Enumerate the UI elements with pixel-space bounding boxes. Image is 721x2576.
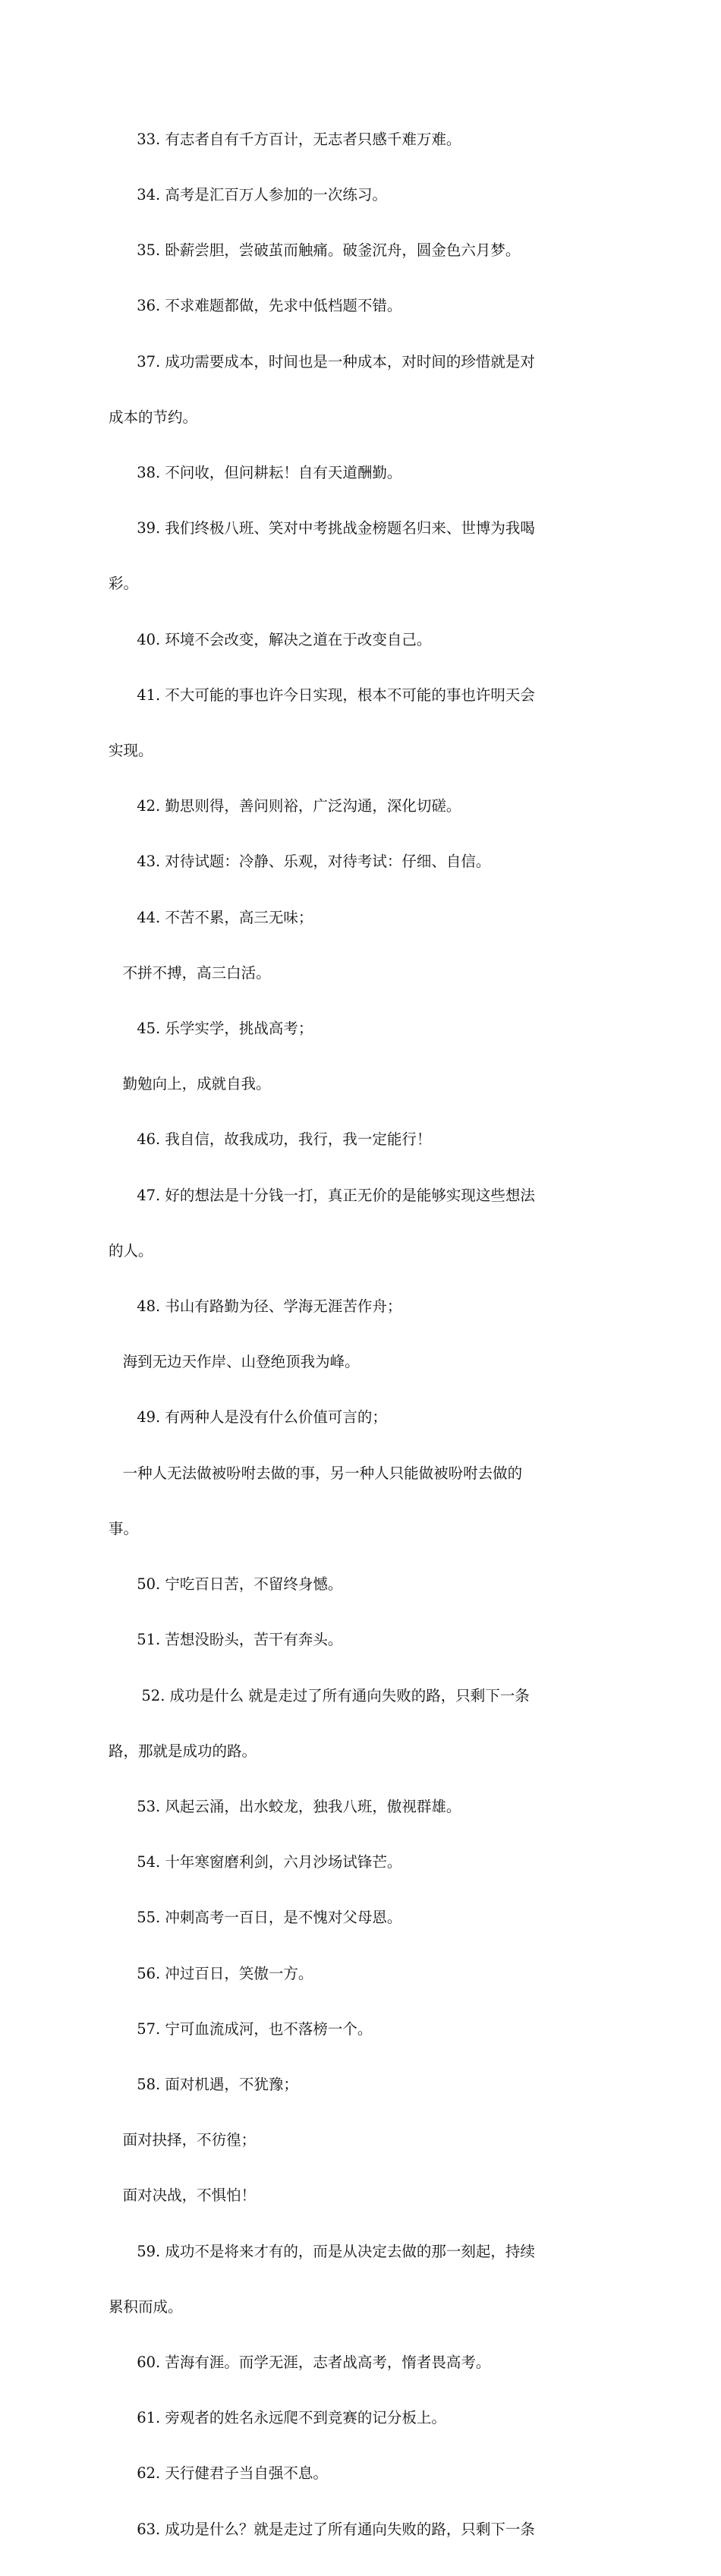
text-line: 勤勉向上，成就自我。: [109, 1075, 271, 1093]
text-line: 事。: [109, 1519, 139, 1537]
text-line: 36. 不求难题都做，先求中低档题不错。: [109, 297, 402, 315]
text-line: 海到无边天作岸、山登绝顶我为峰。: [109, 1353, 360, 1371]
text-line: 37. 成功需要成本，时间也是一种成本，对时间的珍惜就是对: [109, 352, 535, 370]
text-line: 34. 高考是汇百万人参加的一次练习。: [109, 186, 387, 204]
text-line: 33. 有志者自有千方百计，无志者只感千难万难。: [109, 130, 461, 148]
text-line: 35. 卧薪尝胆，尝破茧而触痛。破釜沉舟，圆金色六月梦。: [109, 241, 521, 260]
text-line: 45. 乐学实学，挑战高考；: [109, 1020, 313, 1038]
text-line: 55. 冲刺高考一百日，是不愧对父母恩。: [109, 1909, 402, 1927]
text-line: 面对决战，不惧怕！: [109, 2187, 257, 2205]
text-line: 48. 书山有路勤为径、学海无涯苦作舟；: [109, 1297, 402, 1316]
text-line: 不拼不搏，高三白活。: [109, 963, 271, 982]
text-line: 50. 宁吃百日苦，不留终身憾。: [109, 1575, 343, 1594]
text-line: 成本的节约。: [109, 408, 198, 426]
text-line: 路，那就是成功的路。: [109, 1742, 257, 1760]
text-line: 56. 冲过百日，笑傲一方。: [109, 1964, 313, 1982]
text-line: 面对抉择，不彷徨；: [109, 2131, 257, 2149]
text-line: 52. 成功是什么 就是走过了所有通向失败的路，只剩下一条: [109, 1686, 530, 1704]
text-line: 60. 苦海有涯。而学无涯，志者战高考，惰者畏高考。: [109, 2353, 491, 2371]
text-line: 46. 我自信，故我成功，我行，我一定能行！: [109, 1130, 432, 1149]
text-line: 41. 不大可能的事也许今日实现，根本不可能的事也许明天会: [109, 686, 535, 704]
text-line: 54. 十年寒窗磨利剑，六月沙场试锋芒。: [109, 1853, 402, 1871]
text-line: 59. 成功不是将来才有的，而是从决定去做的那一刻起，持续: [109, 2242, 535, 2260]
text-line: 63. 成功是什么？就是走过了所有通向失败的路，只剩下一条: [109, 2520, 535, 2538]
text-line: 40. 环境不会改变，解决之道在于改变自己。: [109, 630, 432, 648]
text-line: 62. 天行健君子当自强不息。: [109, 2464, 328, 2483]
text-line: 累积而成。: [109, 2297, 183, 2316]
document-body: [109, 93, 613, 2576]
text-line: 58. 面对机遇，不犹豫；: [109, 2075, 298, 2093]
text-line: 43. 对待试题：冷静、乐观，对待考试：仔细、自信。: [109, 853, 491, 871]
text-line: 实现。: [109, 742, 153, 760]
text-line: 38. 不问收，但问耕耘！自有天道酬勤。: [109, 464, 402, 482]
text-line: 42. 勤思则得，善问则裕，广泛沟通，深化切磋。: [109, 797, 461, 815]
text-line: 47. 好的想法是十分钱一打，真正无价的是能够实现这些想法: [109, 1186, 535, 1204]
text-line: 的人。: [109, 1241, 153, 1260]
text-line: 51. 苦想没盼头，苦干有奔头。: [109, 1631, 343, 1649]
text-line: 一种人无法做被吩咐去做的事，另一种人只能做被吩咐去做的: [109, 1464, 523, 1482]
text-line: 39. 我们终极八班、笑对中考挑战金榜题名归来、世博为我喝: [109, 519, 535, 538]
text-line: 44. 不苦不累，高三无味；: [109, 908, 313, 926]
text-line: 53. 风起云涌，出水蛟龙，独我八班，傲视群雄。: [109, 1797, 461, 1815]
text-line: 61. 旁观者的姓名永远爬不到竞赛的记分板上。: [109, 2409, 446, 2427]
text-line: 彩。: [109, 575, 139, 593]
text-line: 49. 有两种人是没有什么价值可言的；: [109, 1408, 387, 1427]
text-line: 57. 宁可血流成河，也不落榜一个。: [109, 2019, 373, 2038]
